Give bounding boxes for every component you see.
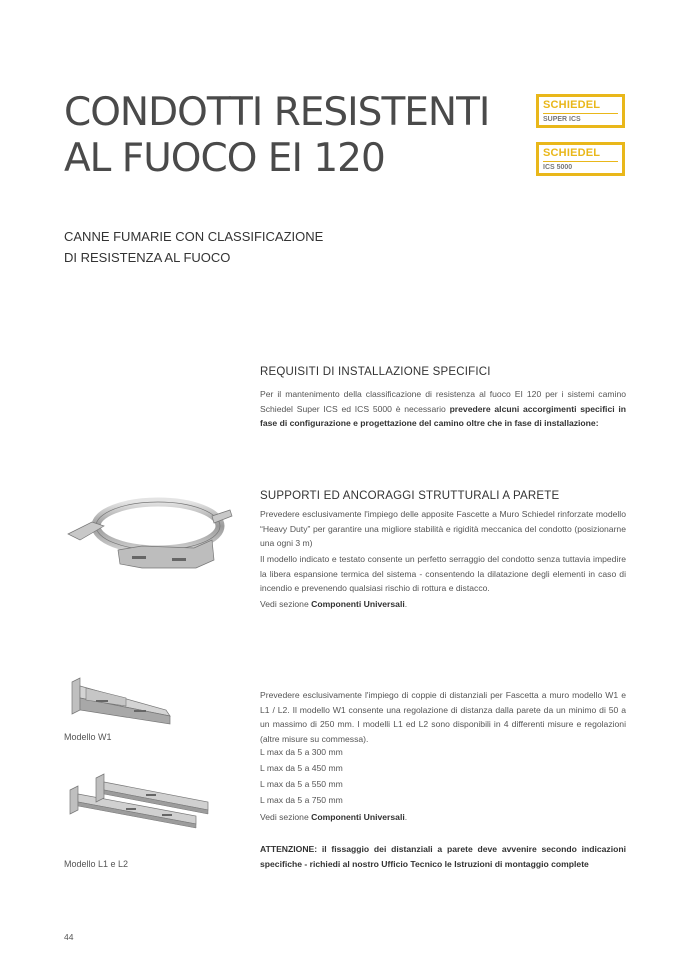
title-line-2: AL FUOCO EI 120 (64, 136, 385, 181)
reference-text: Vedi sezione (260, 812, 312, 822)
page-number: 44 (64, 932, 74, 942)
size-item: L max da 5 a 750 mm (260, 795, 343, 805)
distanziali-paragraph: Prevedere esclusivamente l'impiego di coppie di distanziali per Fascetta a muro modello W1 e L1 / L2. Il modello W1 consente una regolazione di distanza dalla parete da un minimo di 50 a un massimo di 250 mm. I modelli L1 ed L2 sono disponibili in 4 differenti misure e regolazioni (altre misure su commessa). (260, 690, 626, 744)
supporti-paragraph-1: Prevedere esclusivamente l'impiego delle apposite Fascette a Muro Schiedel rinforzate modello “Heavy Duty” per garantire una migliore stabilità e rigidità meccanica del condotto (posizionarne una ogni 3 m) (260, 509, 626, 548)
requisiti-paragraph (260, 387, 626, 431)
size-item: L max da 5 a 300 mm (260, 747, 343, 757)
badge-divider (543, 161, 618, 162)
spacer-l1-l2-image (66, 770, 212, 850)
wall-bracket-heavy-duty-image (62, 476, 234, 586)
title-line-1: CONDOTTI RESISTENTI (64, 90, 490, 135)
subtitle-line-1: CANNE FUMARIE CON CLASSIFICAZIONE (64, 229, 324, 244)
caption-l1-l2: Modello L1 e L2 (64, 859, 129, 869)
schiedel-ics-5000-badge (536, 142, 625, 176)
supporti-paragraph-2: Il modello indicato e testato consente un perfetto serraggio del condotto senza tuttavia impedire la libera espansione termica del sistema - consentendo la dilatazione degli elementi in caso di incendio e prevenendo qualsiasi rischio di rottura e distacco. (260, 554, 626, 593)
size-item: L max da 5 a 450 mm (260, 763, 343, 773)
requisiti-text: Per il mantenimento della classificazione di resistenza al fuoco EI 120 per i sistemi camino Schiedel Super ICS ed ICS 5000 è necessario (260, 389, 626, 414)
badge-brand: SCHIEDEL (543, 99, 601, 111)
subtitle-line-2: DI RESISTENZA AL FUOCO (64, 250, 231, 265)
supporti-reference (260, 598, 407, 610)
page-title (64, 90, 489, 182)
attenzione-note: ATTENZIONE: il fissaggio dei distanziali a parete deve avvenire secondo indicazioni specifiche - richiedi al nostro Ufficio Tecnico le Istruzioni di montaggio complete (260, 844, 626, 869)
requisiti-heading: REQUISITI DI INSTALLAZIONE SPECIFICI (260, 366, 491, 378)
size-item: L max da 5 a 550 mm (260, 779, 343, 789)
supporti-heading: SUPPORTI ED ANCORAGGI STRUTTURALI A PARETE (260, 490, 560, 502)
reference-link-text: Componenti Universali (311, 599, 405, 609)
reference-end: . (404, 599, 408, 609)
caption-w1: Modello W1 (64, 732, 112, 742)
schiedel-super-ics-badge (536, 94, 625, 128)
badge-brand: SCHIEDEL (543, 147, 601, 159)
reference-link-text: Componenti Universali (311, 812, 405, 822)
page-subtitle (64, 226, 323, 268)
spacer-w1-image (66, 670, 178, 730)
badge-model: SUPER ICS (543, 116, 581, 123)
reference-end: . (404, 812, 408, 822)
distanziali-reference (260, 811, 407, 823)
badge-model: ICS 5000 (543, 164, 573, 171)
requisiti-text-bold: prevedere alcuni accorgimenti specifici in fase di configurazione e progettazione del camino oltre che in fase di installazione: (260, 403, 626, 428)
reference-text: Vedi sezione (260, 599, 312, 609)
badge-divider (543, 113, 618, 114)
